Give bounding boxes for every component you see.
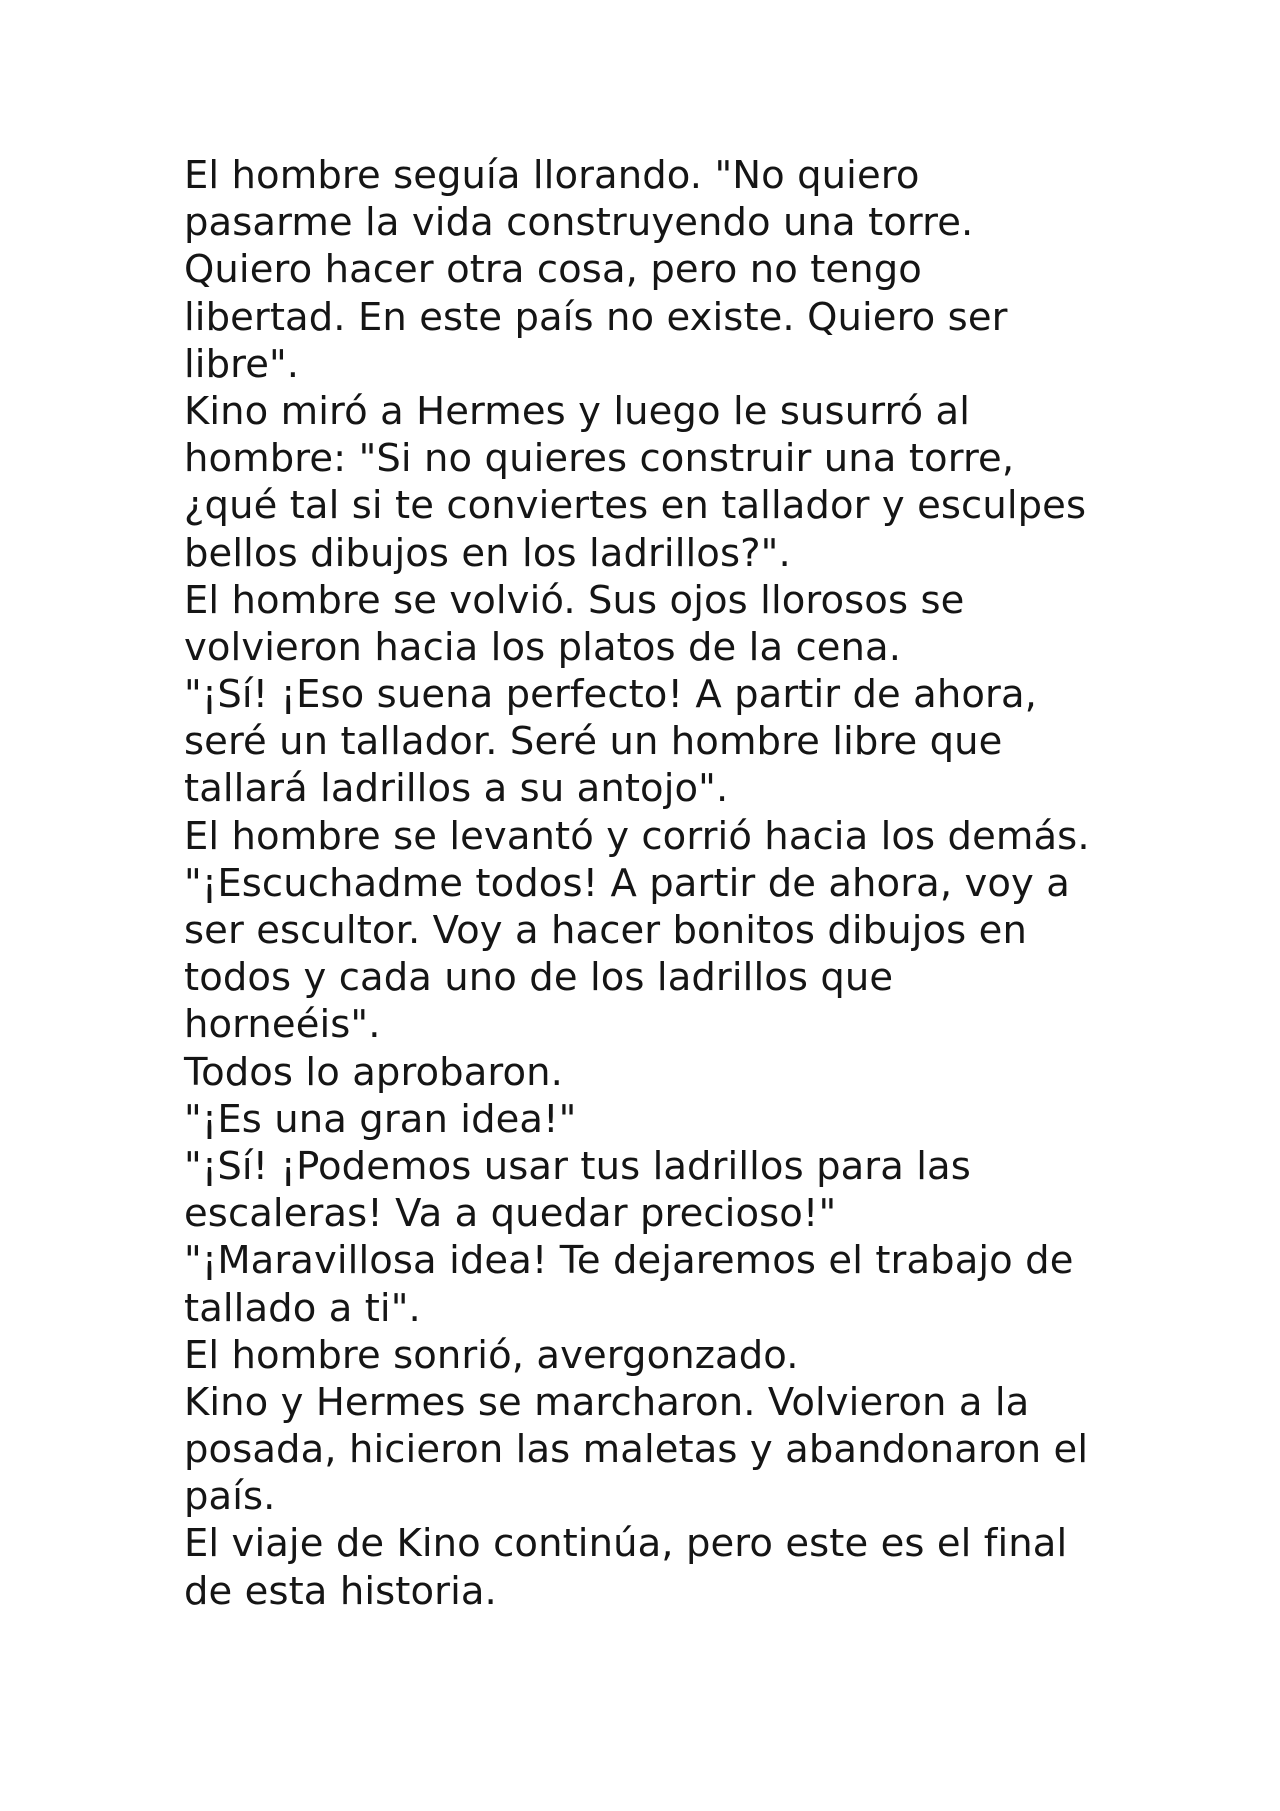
text-line: "¡Sí! ¡Podemos usar tus ladrillos para las	[184, 1143, 971, 1189]
text-line: El hombre se volvió. Sus ojos llorosos se	[184, 577, 965, 623]
text-line: ¿qué tal si te conviertes en tallador y esculpes	[184, 483, 1087, 529]
text-line: de esta historia.	[184, 1568, 497, 1614]
text-line: libre".	[184, 341, 300, 387]
story-text	[184, 152, 1124, 1615]
text-line: seré un tallador. Seré un hombre libre que	[184, 719, 1003, 765]
text-line: El hombre se levantó y corrió hacia los demás.	[184, 813, 1090, 859]
text-line: hombre: "Si no quieres construir una torre,	[184, 436, 1015, 482]
text-line: Kino y Hermes se marcharon. Volvieron a la	[184, 1379, 1030, 1425]
text-line: volvieron hacia los platos de la cena.	[184, 624, 902, 670]
text-line: Todos lo aprobaron.	[184, 1049, 563, 1095]
text-line: "¡Sí! ¡Eso suena perfecto! A partir de ahora,	[184, 672, 1037, 718]
text-line: "¡Es una gran idea!"	[184, 1096, 577, 1142]
text-line: tallará ladrillos a su antojo".	[184, 766, 729, 812]
text-line: libertad. En este país no existe. Quiero ser	[184, 294, 1008, 340]
text-line: Kino miró a Hermes y luego le susurró al	[184, 388, 971, 434]
text-line: "¡Maravillosa idea! Te dejaremos el trabajo de	[184, 1238, 1074, 1284]
text-line: posada, hicieron las maletas y abandonaron el	[184, 1427, 1089, 1473]
text-line: El viaje de Kino continúa, pero este es el final	[184, 1521, 1068, 1567]
text-line: El hombre seguía llorando. "No quiero	[184, 153, 920, 198]
text-line: El hombre sonrió, avergonzado.	[184, 1332, 799, 1378]
text-line: ser escultor. Voy a hacer bonitos dibujos en	[184, 908, 1027, 953]
text-line: tallado a ti".	[184, 1285, 421, 1331]
text-line: país.	[184, 1474, 276, 1520]
text-line: "¡Escuchadme todos! A partir de ahora, voy a	[184, 860, 1070, 906]
text-line: horneéis".	[184, 1002, 381, 1048]
text-line: Quiero hacer otra cosa, pero no tengo	[184, 247, 922, 293]
text-line: bellos dibujos en los ladrillos?".	[184, 530, 791, 576]
text-line: pasarme la vida construyendo una torre.	[184, 200, 974, 246]
text-line: escaleras! Va a quedar precioso!"	[184, 1191, 837, 1237]
text-line: todos y cada uno de los ladrillos que	[184, 955, 894, 1001]
